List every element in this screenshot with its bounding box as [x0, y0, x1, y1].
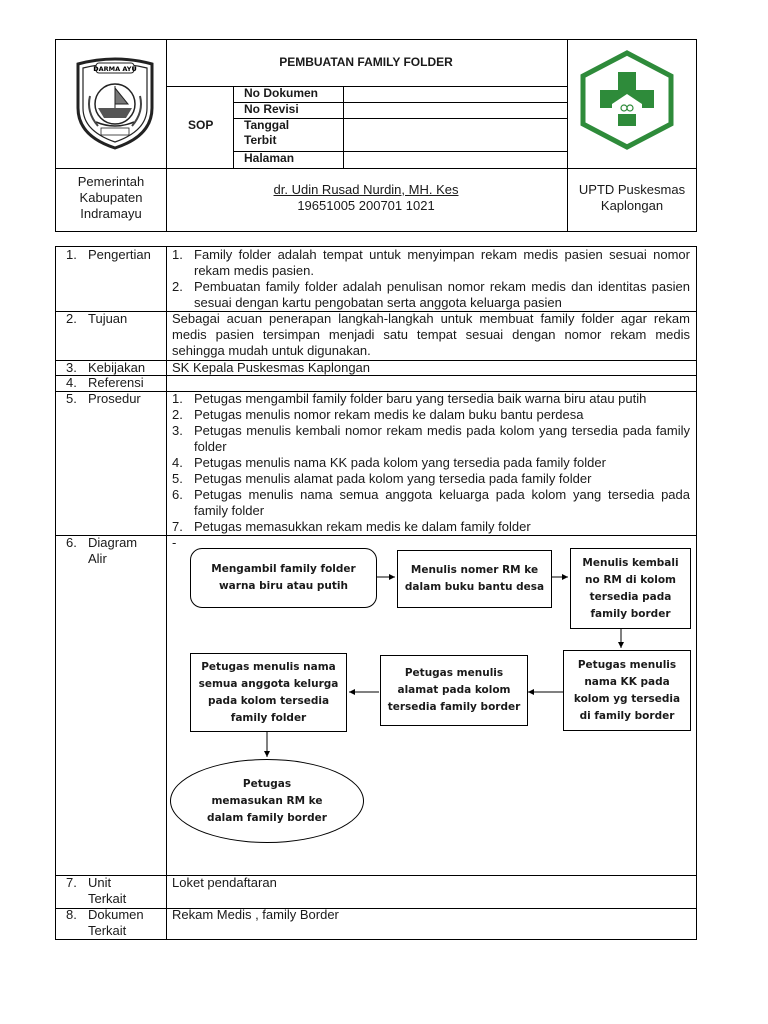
flow-step-end: Petugas memasukan RM ke dalam family border	[170, 759, 364, 843]
section-label: Prosedur	[88, 391, 141, 406]
meta-no-dokumen: No Dokumen	[244, 86, 319, 100]
sop-label: SOP	[188, 118, 214, 132]
list-item: 5. Petugas menulis alamat pada kolom yang tersedia pada family folder	[172, 471, 592, 486]
section-label: Unit Terkait	[88, 875, 127, 906]
section-label: Pengertian	[88, 247, 151, 262]
signer-name: dr. Udin Rusad Nurdin, MH. Kes	[273, 182, 459, 197]
section-number: 1.	[66, 247, 77, 262]
list-item: 2. Petugas menulis nomor rekam medis ke dalam buku bantu perdesa	[172, 407, 584, 422]
section-number: 2.	[66, 311, 77, 326]
svg-text:DARMA AYU: DARMA AYU	[93, 65, 137, 73]
section-number: 4.	[66, 375, 77, 390]
section-label: Diagram Alir	[88, 535, 138, 566]
section-label: Referensi	[88, 375, 144, 390]
authority-name: Pemerintah Kabupaten Indramayu	[77, 174, 145, 221]
list-item: 2. Pembuatan family folder adalah penulisan nomor rekam medis dan identitas pasien sesuai dengan kartu pengobatan serta anggota keluarga pasien	[172, 279, 690, 310]
section-number: 7.	[66, 875, 77, 890]
flow-step: Petugas menulis nama KK pada kolom yg tersedia di family border	[563, 650, 691, 731]
meta-no-revisi: No Revisi	[244, 102, 299, 116]
document-title: PEMBUATAN FAMILY FOLDER	[279, 55, 453, 69]
section-label: Tujuan	[88, 311, 128, 326]
list-item: 7. Petugas memasukkan rekam medis ke dalam family folder	[172, 519, 531, 534]
section-number: 8.	[66, 907, 77, 922]
list-item: 6. Petugas menulis nama semua anggota keluarga pada kolom yang tersedia pada family folder	[172, 487, 690, 518]
section-label: Dokumen Terkait	[88, 907, 144, 938]
meta-halaman: Halaman	[244, 151, 295, 165]
flow-step: Menulis kembali no RM di kolom tersedia pada family border	[570, 548, 691, 629]
flow-step: Petugas menulis alamat pada kolom tersedia family border	[380, 655, 528, 726]
section-number: 5.	[66, 391, 77, 406]
list-item: 3. Petugas menulis kembali nomor rekam medis pada kolom yang tersedia pada family folder	[172, 423, 690, 454]
section-number: 3.	[66, 360, 77, 375]
related-document-text: Rekam Medis , family Border	[172, 907, 339, 922]
flow-step: Petugas menulis nama semua anggota kelurga pada kolom tersedia family folder	[190, 653, 347, 732]
facility-name: UPTD Puskesmas Kaplongan	[578, 182, 686, 213]
list-item: 4. Petugas menulis nama KK pada kolom yang tersedia pada family folder	[172, 455, 606, 470]
purpose-text: Sebagai acuan penerapan langkah-langkah untuk membuat family folder agar rekam medis pasien tersimpan menjadi satu tempat sesuai dengan nomor rekam medis sehingga mudah untuk digunakan.	[172, 311, 690, 358]
section-number: 6.	[66, 535, 77, 550]
policy-text: SK Kepala Puskesmas Kaplongan	[172, 360, 371, 375]
list-item: 1. Family folder adalah tempat untuk menyimpan rekam medis pasien sesuai nomor rekam medis pasien.	[172, 247, 690, 278]
diagram-dash: -	[172, 535, 177, 550]
section-label: Kebijakan	[88, 360, 146, 375]
flow-step: Menulis nomer RM ke dalam buku bantu desa	[397, 550, 552, 608]
flow-step-start: Mengambil family folder warna biru atau putih	[190, 548, 377, 608]
meta-tanggal-terbit: Tanggal Terbit	[244, 118, 290, 147]
list-item: 1. Petugas mengambil family folder baru yang tersedia baik warna biru atau putih	[172, 391, 647, 406]
related-unit-text: Loket pendaftaran	[172, 875, 277, 890]
signer-nip: 19651005 200701 1021	[297, 198, 435, 213]
